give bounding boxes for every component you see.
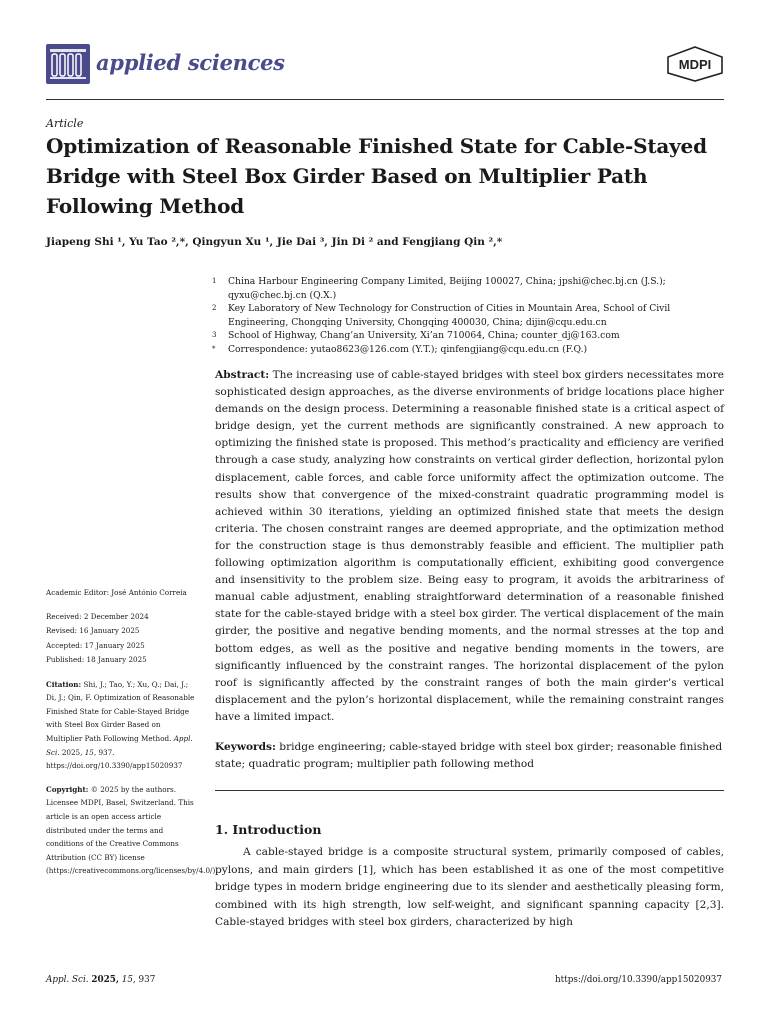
article-dates [46, 610, 198, 668]
header-divider [46, 99, 724, 100]
introduction-text: A cable-stayed bridge is a composite structural system, primarily composed of cables, pylons, and main girders [1], which has been established it as one of the most competitive bridge types in modern bridge engineering due to its slender and aesthetically pleasing form, combined with its high strength, low self-weight, and significant spanning capacity [2,3]. Cable-stayed bridges with steel box girders, characterized by high [215, 846, 724, 929]
citation-year: 2025, [61, 747, 83, 757]
citation-journal: Appl. Sci. [46, 733, 193, 757]
revised-date: Revised: 16 January 2025 [46, 626, 140, 636]
published-date: Published: 18 January 2025 [46, 655, 147, 665]
affiliation-item [212, 275, 732, 302]
citation [46, 678, 198, 773]
abstract-text: The increasing use of cable-stayed bridges with steel box girders necessitates more sophisticated design approaches, as the diverse environments of bridge locations place higher demands on the design process. Determining a reasonable finished state is a critical aspect of bridge design, yet the current methods are significantly constrained. A new approach to optimizing the finished state is proposed. This method’s practicality and efficiency are verified through a case study, analyzing how constraints on vertical girder deflection, horizontal pylon displacement, cable forces, and cable force uniformity affect the optimization outcome. The results show that convergence of the mixed-constraint quadratic programming model is achieved within 30 iterations, yielding an optimized finished state that meets the design criteria. The chosen constraint ranges are deemed appropriate, and the optimization method for the construction stage is thus demonstrably feasible and efficient. The multiplier path following optimization algorithm is computationally efficient, exhibiting good convergence and insensitivity to the problem size. Being easy to program, it avoids the arbitrariness of manual cable adjustment, enabling straightforward determination of a reasonable finished state for the cable-stayed bridge with a steel box girder. The vertical displacement of the main girder, the positive and negative bending moments, and the normal stresses at the top and bottom edges, as well as the positive and negative bending moments in the towers, are significantly influenced by the constraint ranges. The horizontal displacement of the pylon roof is significantly affected by the constraint ranges of both the main girder’s vertical displacement and the pylon’s horizontal displacement, while the remaining constraint ranges have a limited impact. [215, 369, 724, 723]
introduction-heading: 1. Introduction [215, 822, 322, 837]
footer-volume: 15, [121, 975, 136, 985]
footer-year: 2025, [91, 975, 119, 985]
received-date: Received: 2 December 2024 [46, 611, 149, 621]
citation-text: Shi, J.; Tao, Y.; Xu, Q.; Dai, J.; Di, J.; Qin, F. Optimization of Reasonable Finished State for Cable-Stayed Bridge with Steel Box Girder Based on Multiplier Path Following Method. [46, 679, 195, 743]
affiliation-text: China Harbour Engineering Company Limited, Beijing 100027, China; jpshi@chec.bj.cn (J.S.); qyxu@chec.bj.cn (Q.X.) [228, 276, 666, 301]
footer-article-number: 937 [138, 975, 156, 985]
citation-volume: 15, [84, 747, 97, 757]
article-type: Article [46, 117, 84, 130]
affiliation-text: Correspondence: yutao8623@126.com (Y.T.); qinfengjiang@cqu.edu.cn (F.Q.) [228, 343, 588, 355]
footer-doi-link[interactable]: https://doi.org/10.3390/app15020937 [554, 975, 722, 985]
copyright-text: © 2025 by the authors. Licensee MDPI, Basel, Switzerland. This article is an open access article distributed under the terms and conditions of the Creative Commons Attribution (CC BY) license (https://creativecommons.org/licenses/by/4.0/). [46, 784, 218, 876]
keywords [215, 739, 724, 773]
journal-logo-icon [46, 44, 90, 84]
affiliation-item [212, 302, 732, 329]
citation-doi[interactable]: 937. https://doi.org/10.3390/app15020937 [46, 747, 183, 771]
journal-name: applied sciences [96, 50, 285, 75]
article-info-sidebar [46, 586, 218, 888]
section-divider [215, 790, 724, 791]
abstract-label: Abstract: [215, 369, 270, 381]
accepted-date: Accepted: 17 January 2025 [46, 640, 145, 650]
publisher-name: MDPI [678, 57, 712, 72]
article-title: Optimization of Reasonable Finished State for Cable-Stayed Bridge with Steel Box Girder Based on Multiplier Path Following Method [46, 134, 707, 218]
author-list: Jiapeng Shi ¹, Yu Tao ²,*, Qingyun Xu ¹, Jie Dai ³, Jin Di ² and Fengjiang Qin ²,* [46, 236, 503, 248]
affiliation-item [212, 329, 732, 343]
affiliation-text: School of Highway, Chang’an University, Xi’an 710064, China; counter_dj@163.com [228, 330, 620, 341]
citation-label: Citation: [46, 679, 82, 689]
affiliation-mark: * [212, 344, 216, 353]
academic-editor: Academic Editor: José António Correia [46, 588, 187, 597]
abstract [215, 367, 724, 726]
affiliation-mark: 1 [212, 277, 217, 285]
copyright [46, 783, 218, 878]
affiliation-item [212, 343, 732, 357]
mdpi-logo [666, 46, 724, 82]
affiliations [212, 275, 732, 356]
footer-citation [46, 975, 155, 985]
keywords-label: Keywords: [215, 741, 276, 753]
affiliation-mark: 2 [212, 304, 217, 312]
affiliation-mark: 3 [212, 331, 217, 339]
keywords-text: bridge engineering; cable-stayed bridge with steel box girder; reasonable finished state; quadratic program; multiplier path following method [215, 741, 723, 771]
footer-journal: Appl. Sci. [46, 975, 89, 985]
affiliation-text: Key Laboratory of New Technology for Construction of Cities in Mountain Area, School of Civil Engineering, Chongqing University, Chongqing 400030, China; dijin@cqu.edu.cn [228, 303, 671, 328]
copyright-label: Copyright: [46, 784, 89, 794]
